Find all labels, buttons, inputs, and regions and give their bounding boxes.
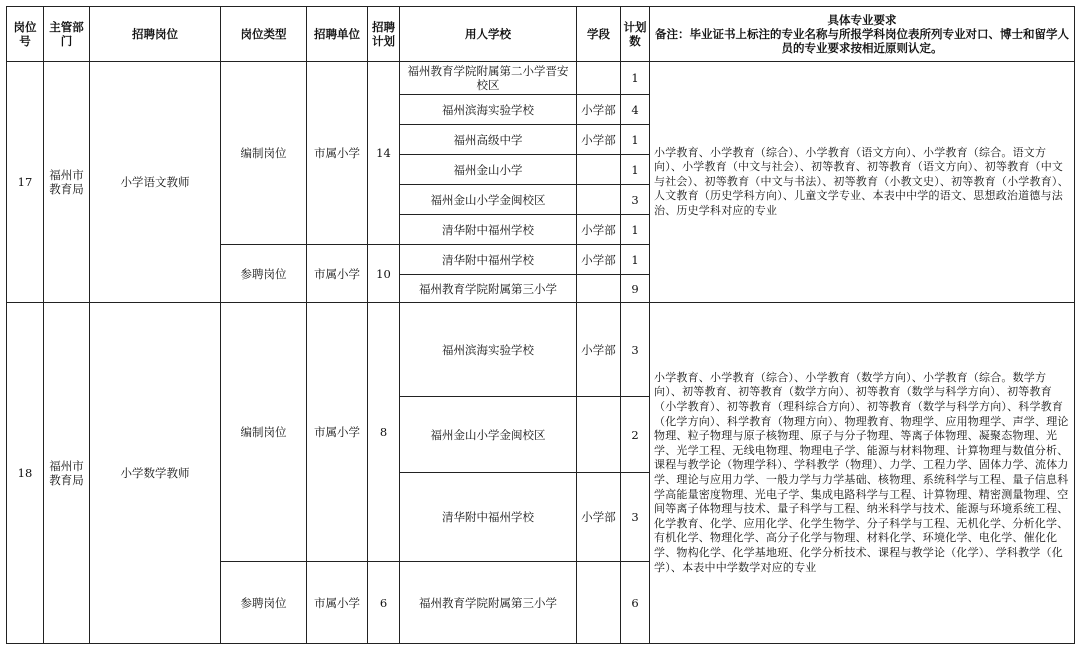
school-count: 6 — [621, 562, 650, 644]
school-count: 9 — [621, 275, 650, 303]
school-count: 1 — [621, 62, 650, 95]
header-school: 用人学校 — [400, 7, 577, 62]
school-name: 福州教育学院附属第二小学晋安校区 — [400, 62, 577, 95]
header-requirements-title: 具体专业要求 — [827, 13, 897, 27]
post-type: 编制岗位 — [221, 303, 307, 562]
school-count: 1 — [621, 245, 650, 275]
recruit-unit: 市属小学 — [307, 62, 368, 245]
school-name: 清华附中福州学校 — [400, 245, 577, 275]
school-count: 3 — [621, 473, 650, 562]
header-plan: 招聘计划 — [368, 7, 400, 62]
school-name: 清华附中福州学校 — [400, 473, 577, 562]
school-name: 福州滨海实验学校 — [400, 303, 577, 397]
school-stage — [577, 397, 621, 473]
header-requirements — [650, 7, 1075, 62]
header-stage: 学段 — [577, 7, 621, 62]
school-name: 福州高级中学 — [400, 125, 577, 155]
header-plan-count: 计划数 — [621, 7, 650, 62]
header-requirements-note: 备注：毕业证书上标注的专业名称与所报学科岗位表所列专业对口、博士和留学人员的专业要求按相近原则认定。 — [655, 27, 1069, 55]
school-stage: 小学部 — [577, 245, 621, 275]
school-stage — [577, 155, 621, 185]
plan-total: 10 — [368, 245, 400, 303]
post-type: 参聘岗位 — [221, 562, 307, 644]
department: 福州市教育局 — [44, 62, 90, 303]
school-stage — [577, 185, 621, 215]
school-name: 福州教育学院附属第三小学 — [400, 562, 577, 644]
major-requirements: 小学教育、小学教育（综合）、小学教育（数学方向）、小学教育（综合。数学方向）、初等教育、初等教育（数学方向）、初等教育（数学与科学方向）、初等教育（小学教育）、初等教育（理科综合方向）、初等教育（数学与科学方向）、科学教育（化学方向）、科学教育（物理方向）、物理教育、物理学、应用物理学、声学、理论物理、粒子物理与原子核物理、原子与分子物理、等离子体物理、凝聚态物理、光学、光学工程、无线电物理、物理电子学、能源与材料物理、计算物理与数值分析、课程与教学论（物理学科）、学科教学（物理）、力学、工程力学、固体力学、流体力学、理论与应用力学、一般力学与力学基础、核物理、系统科学与工程、量子信息科学高能量密度物理、光电子学、集成电路科学与工程、计算物理、精密测量物理、空间等离子体物理与技术、量子科学与工程、纳米科学与技术、能源与环境系统工程、化学教育、化学、应用化学、化学生物学、分子科学与工程、无机化学、分析化学、有机化学、物理化学、高分子化学与物理、材料化学、环境化学、电化学、催化化学、物构化学、化学基地班、化学分析技术、课程与教学论（化学）、学科教学（化学）、本表中中学数学对应的专业 — [650, 303, 1075, 644]
school-name: 福州金山小学 — [400, 155, 577, 185]
header-unit: 招聘单位 — [307, 7, 368, 62]
school-count: 1 — [621, 125, 650, 155]
school-stage — [577, 562, 621, 644]
header-post-no: 岗位号 — [7, 7, 44, 62]
school-stage — [577, 275, 621, 303]
school-name: 福州金山小学金闽校区 — [400, 397, 577, 473]
major-requirements: 小学教育、小学教育（综合）、小学教育（语文方向）、小学教育（综合。语文方向）、小学教育（中文与社会）、初等教育、初等教育（语文方向）、初等教育（中文与社会）、初等教育（中文与书法）、初等教育（小教文史）、初等教育（小学教育）、人文教育（历史学科方向）、儿童文学专业、本表中中学的语文、思想政治道德与法治、历史学科对应的专业 — [650, 62, 1075, 303]
school-name: 清华附中福州学校 — [400, 215, 577, 245]
post-number: 18 — [7, 303, 44, 644]
school-stage: 小学部 — [577, 303, 621, 397]
post-type: 参聘岗位 — [221, 245, 307, 303]
school-stage: 小学部 — [577, 125, 621, 155]
plan-total: 8 — [368, 303, 400, 562]
header-position: 招聘岗位 — [90, 7, 221, 62]
recruit-unit: 市属小学 — [307, 303, 368, 562]
table-row — [7, 62, 1075, 95]
header-row — [7, 7, 1075, 62]
header-dept: 主管部门 — [44, 7, 90, 62]
post-number: 17 — [7, 62, 44, 303]
table-row — [7, 303, 1075, 397]
school-name: 福州滨海实验学校 — [400, 95, 577, 125]
school-name: 福州教育学院附属第三小学 — [400, 275, 577, 303]
school-stage: 小学部 — [577, 95, 621, 125]
position-name: 小学数学教师 — [90, 303, 221, 644]
position-name: 小学语文教师 — [90, 62, 221, 303]
school-stage — [577, 62, 621, 95]
school-count: 1 — [621, 155, 650, 185]
header-post-type: 岗位类型 — [221, 7, 307, 62]
recruit-unit: 市属小学 — [307, 562, 368, 644]
school-count: 3 — [621, 303, 650, 397]
plan-total: 6 — [368, 562, 400, 644]
school-count: 3 — [621, 185, 650, 215]
plan-total: 14 — [368, 62, 400, 245]
school-stage: 小学部 — [577, 215, 621, 245]
recruitment-table — [6, 6, 1075, 644]
school-name: 福州金山小学金闽校区 — [400, 185, 577, 215]
department: 福州市教育局 — [44, 303, 90, 644]
school-count: 4 — [621, 95, 650, 125]
recruit-unit: 市属小学 — [307, 245, 368, 303]
school-stage: 小学部 — [577, 473, 621, 562]
school-count: 1 — [621, 215, 650, 245]
school-count: 2 — [621, 397, 650, 473]
post-type: 编制岗位 — [221, 62, 307, 245]
